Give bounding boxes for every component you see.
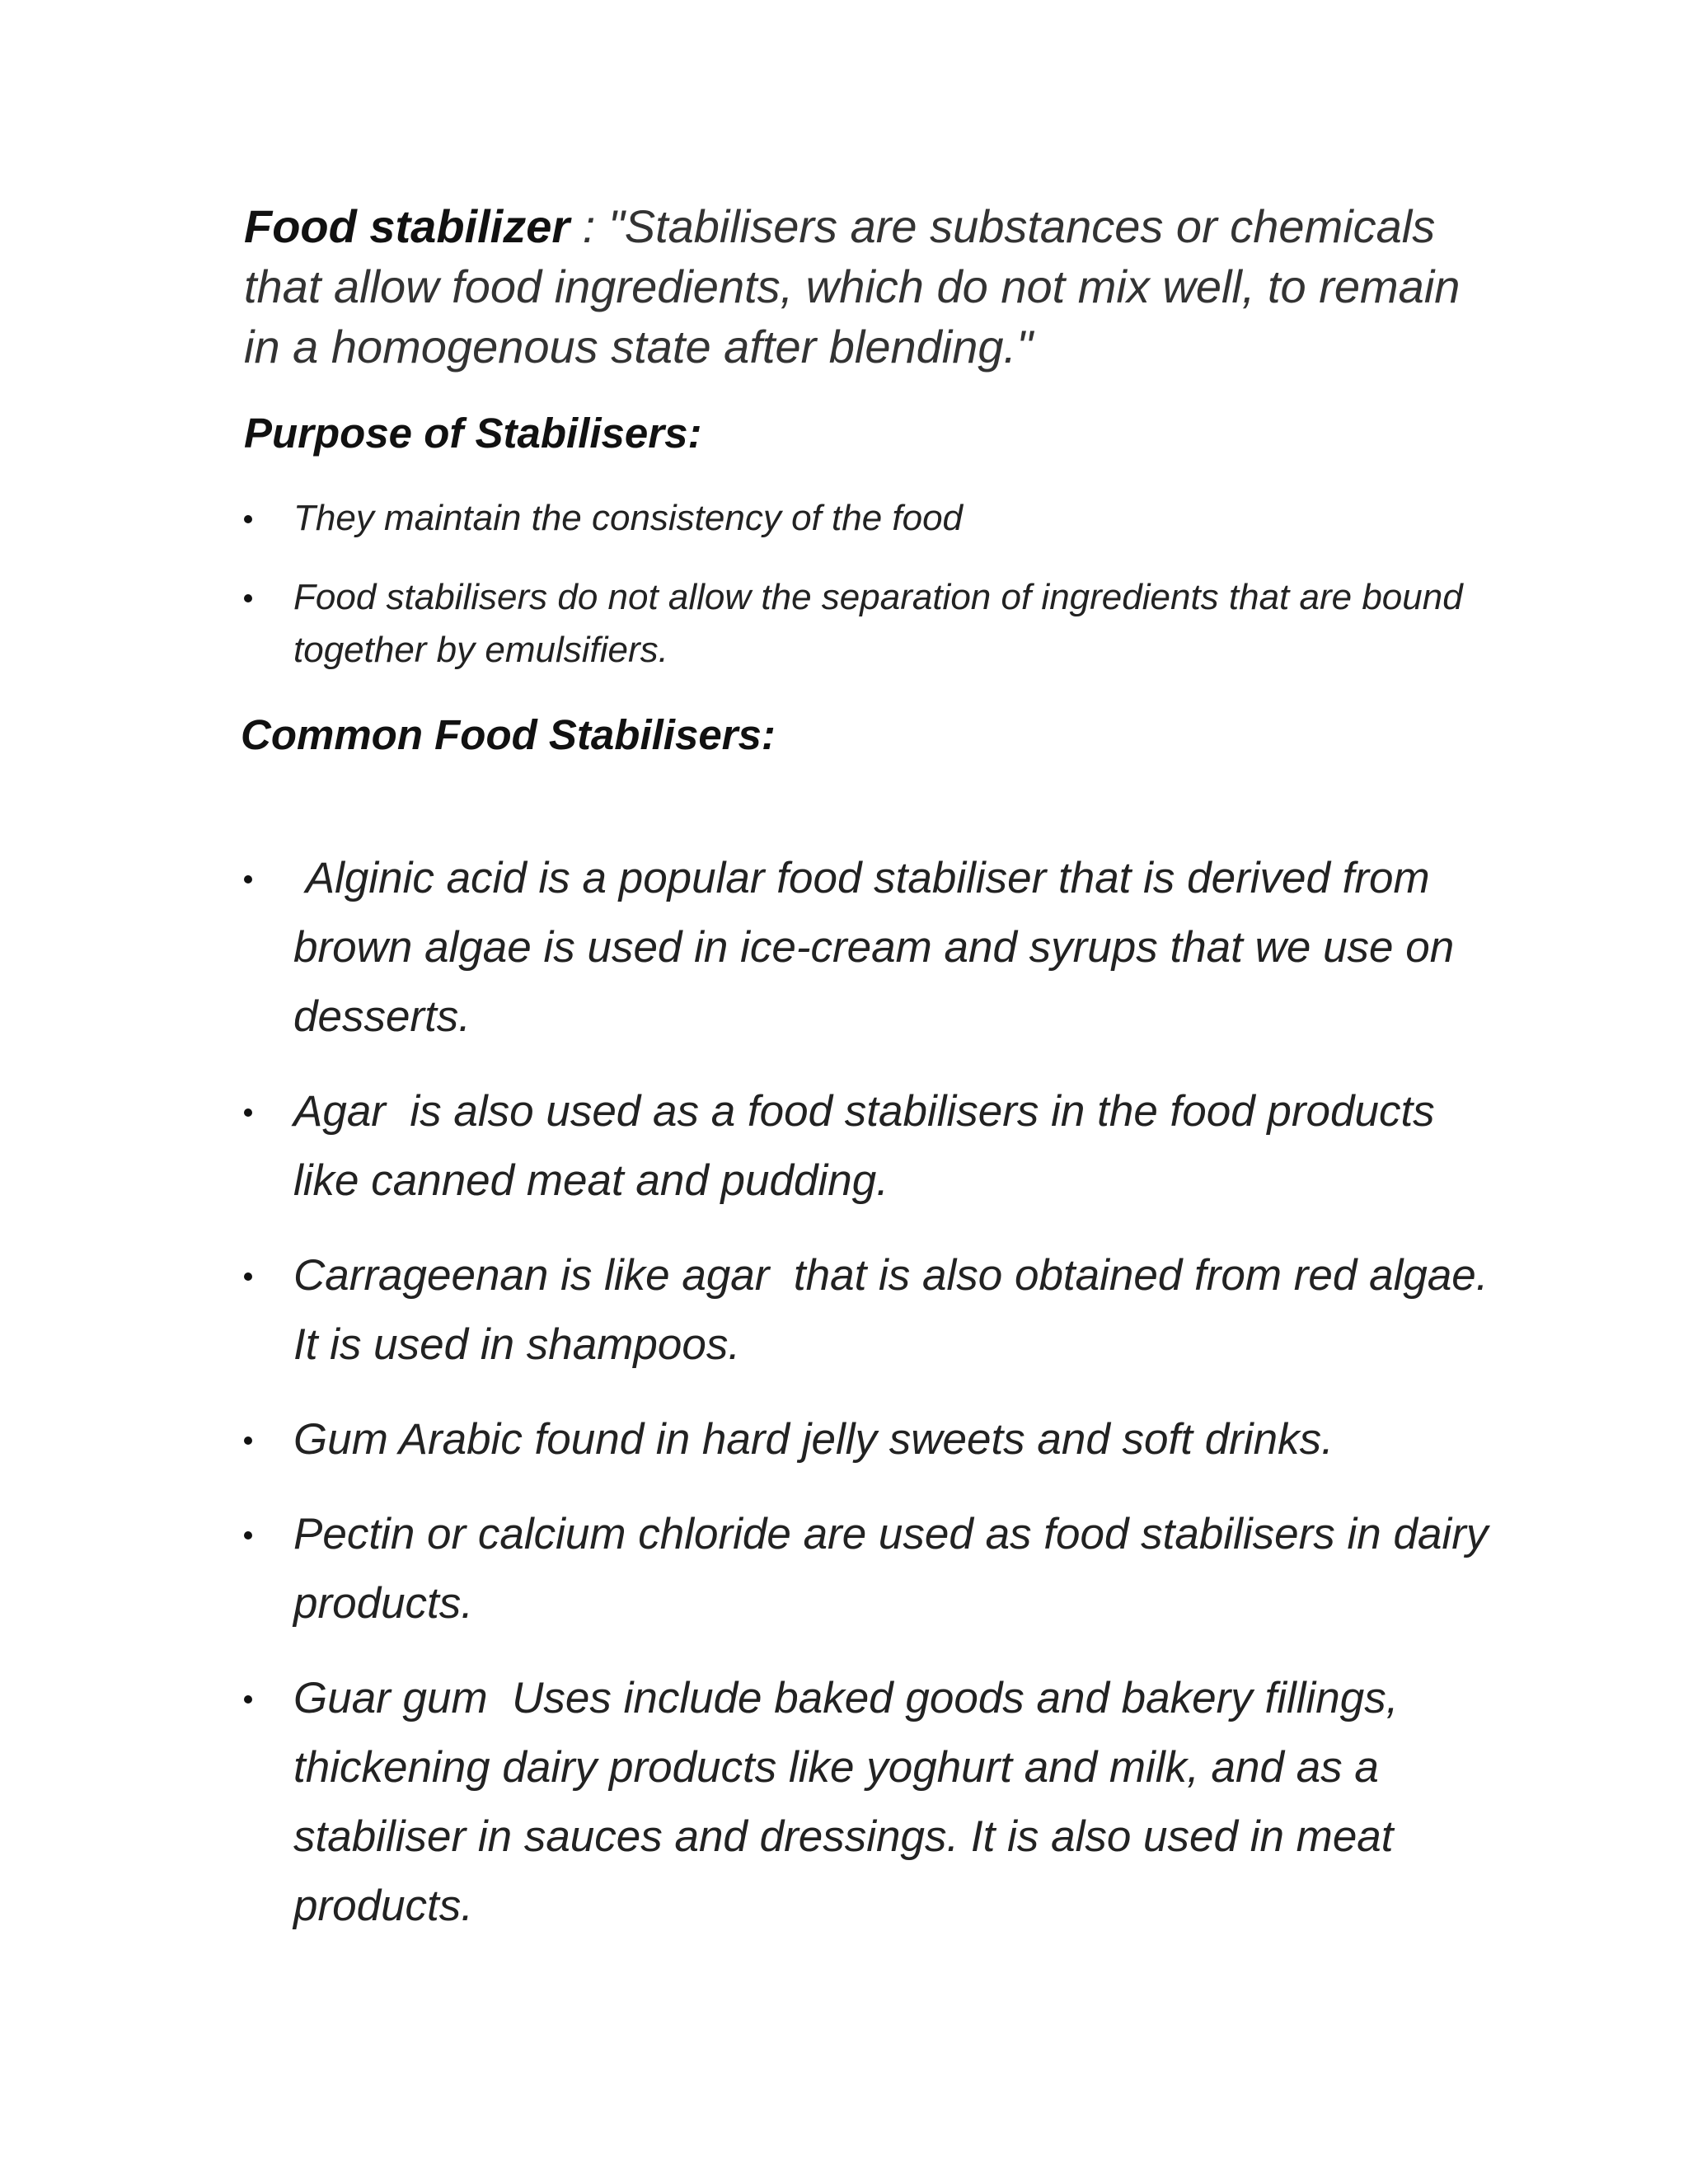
list-item-text: Agar is also used as a food stabilisers in the food products like canned meat and pudding.	[293, 1087, 1435, 1205]
bullet-icon	[244, 1436, 252, 1445]
bullet-icon	[244, 515, 252, 523]
bullet-icon	[244, 1108, 252, 1117]
bullet-icon	[244, 875, 252, 883]
bullet-icon	[244, 594, 252, 602]
common-heading: Common Food Stabilisers:	[241, 711, 776, 758]
list-item	[244, 844, 1505, 1052]
list-item-text: Gum Arabic found in hard jelly sweets and soft drinks.	[293, 1415, 1334, 1464]
list-item	[244, 492, 1497, 545]
list-item	[244, 1500, 1505, 1638]
bullet-icon	[244, 1695, 252, 1704]
bullet-icon	[244, 1531, 252, 1540]
list-item-text: Carrageenan is like agar that is also obtained from red algae. It is used in shampoos.	[293, 1251, 1489, 1369]
list-item-text: Food stabilisers do not allow the separation of ingredients that are bound together by emulsifiers.	[293, 577, 1463, 670]
list-item	[244, 1077, 1505, 1216]
list-item-text: They maintain the consistency of the food	[293, 498, 964, 538]
list-item	[244, 571, 1497, 677]
list-item	[244, 1405, 1505, 1474]
definition-term: Food stabilizer	[244, 200, 570, 252]
purpose-heading: Purpose of Stabilisers:	[244, 410, 702, 457]
list-item-text: Alginic acid is a popular food stabiliser that is derived from brown algae is used in ice-cream and syrups that we use on desserts.	[293, 854, 1455, 1041]
bullet-icon	[244, 1272, 252, 1281]
list-item-text: Guar gum Uses include baked goods and bakery fillings, thickening dairy products like yoghurt and milk, and as a stabiliser in sauces and dressings. It is also used in meat products.	[293, 1674, 1399, 1930]
list-item-text: Pectin or calcium chloride are used as food stabilisers in dairy products.	[293, 1510, 1489, 1628]
definition-text: : "Stabilisers are substances or chemicals that allow food ingredients, which do not mix well, to remain in a homogenous state after blending."	[244, 200, 1461, 373]
definition-paragraph	[244, 196, 1480, 377]
list-item	[244, 1241, 1505, 1380]
purpose-list	[244, 492, 1497, 703]
list-item	[244, 1664, 1505, 1941]
common-stabilisers-list	[244, 844, 1505, 1966]
